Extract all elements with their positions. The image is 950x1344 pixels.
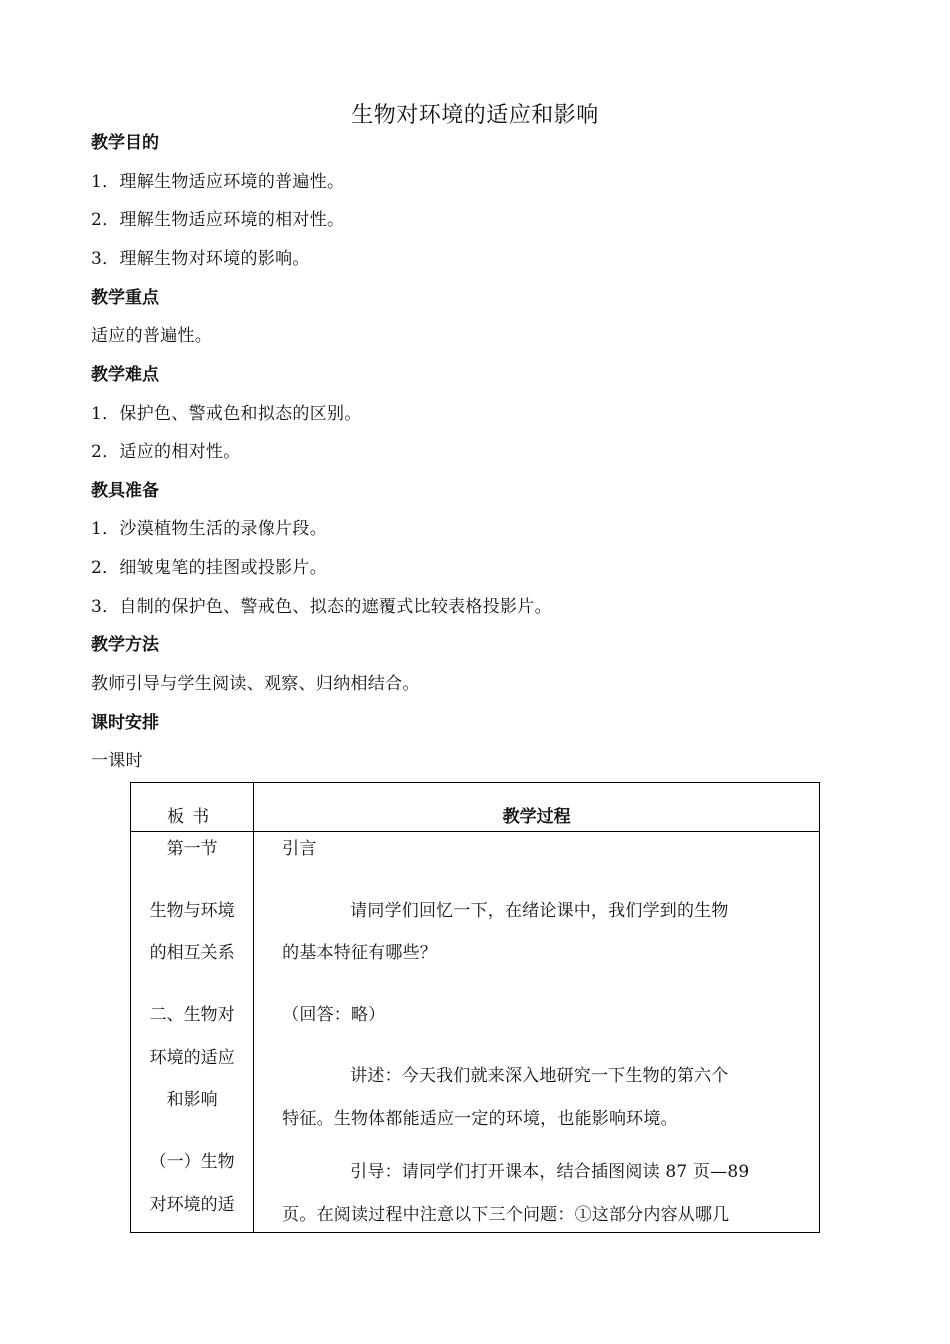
objectives-heading: 教学目的 (91, 133, 159, 153)
material-item: 1．沙漠植物生活的录像片段。 (91, 519, 328, 539)
process-line: 的基本特征有哪些？ (282, 943, 437, 963)
objective-item: 1．理解生物适应环境的普遍性。 (91, 172, 345, 192)
process-line: 特征。生物体都能适应一定的环境，也能影响环境。 (282, 1109, 678, 1129)
schedule-item: 一课时 (91, 751, 143, 771)
board-note-line: （一）生物 (149, 1152, 235, 1172)
table-header-row (131, 783, 820, 832)
header-process-label: 教学过程 (502, 807, 571, 827)
material-item: 3．自制的保护色、警戒色、拟态的遮覆式比较表格投影片。 (91, 597, 552, 617)
difficulty-item: 1．保护色、警戒色和拟态的区别。 (91, 404, 362, 424)
lesson-table (130, 782, 820, 1233)
methods-heading: 教学方法 (91, 635, 159, 655)
header-board-label: 板书 (167, 807, 218, 827)
material-item: 2．细皱鬼笔的挂图或投影片。 (91, 558, 328, 578)
difficulty-item: 2．适应的相对性。 (91, 442, 241, 462)
schedule-heading: 课时安排 (91, 713, 159, 733)
process-line: 引导：请同学们打开课本，结合插图阅读 87 页—89 (350, 1162, 750, 1182)
header-cell-process (254, 783, 820, 832)
materials-heading: 教具准备 (91, 481, 159, 501)
board-note-line: 和影响 (166, 1090, 218, 1110)
process-line: 引言 (282, 839, 317, 859)
board-note-line: 的相互关系 (149, 943, 235, 963)
document-title: 生物对环境的适应和影响 (351, 103, 599, 128)
method-item: 教师引导与学生阅读、观察、归纳相结合。 (91, 674, 420, 694)
teaching-process-cell (254, 832, 820, 1233)
board-note-line: 二、生物对 (149, 1005, 235, 1025)
objective-item: 2．理解生物适应环境的相对性。 (91, 210, 345, 230)
process-line: （回答：略） (282, 1005, 386, 1025)
difficulties-heading: 教学难点 (91, 365, 159, 385)
board-note-line: 环境的适应 (149, 1048, 235, 1068)
header-cell-board (131, 783, 254, 832)
key-points-heading: 教学重点 (91, 288, 159, 308)
objective-item: 3．理解生物对环境的影响。 (91, 249, 310, 269)
board-note-line: 第一节 (166, 839, 218, 859)
process-line: 讲述：今天我们就来深入地研究一下生物的第六个 (350, 1066, 729, 1086)
key-point-item: 适应的普遍性。 (91, 326, 213, 346)
process-line: 页。在阅读过程中注意以下三个问题：①这部分内容从哪几 (282, 1205, 730, 1225)
board-note-line: 生物与环境 (149, 901, 235, 921)
table-row (131, 832, 820, 1233)
process-line: 请同学们回忆一下，在绪论课中，我们学到的生物 (350, 901, 729, 921)
board-notes-cell (131, 832, 254, 1233)
board-note-line: 对环境的适 (149, 1195, 235, 1215)
